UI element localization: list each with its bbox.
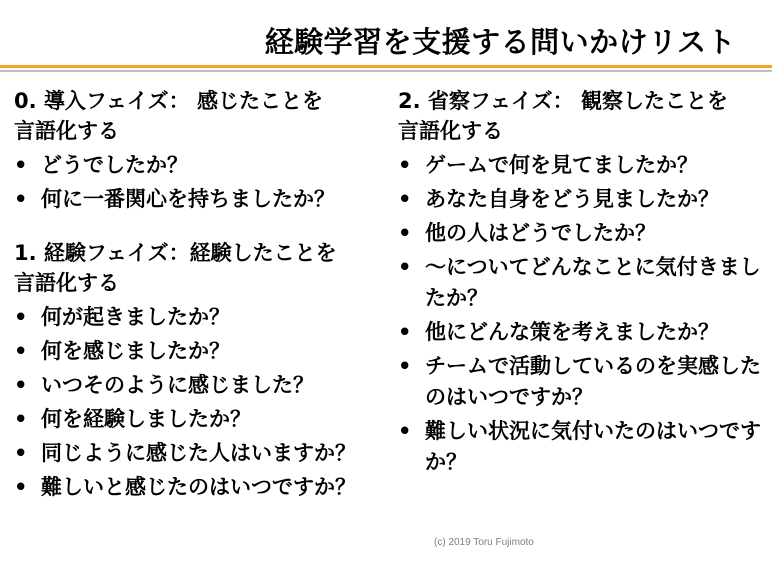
reflection-question-list <box>398 150 764 478</box>
section-heading-reflection-line2: 言語化する <box>398 119 503 143</box>
list-item: • ゲームで何を見てましたか？ <box>398 150 764 181</box>
list-item: • 同じように感じた人はいますか？ <box>14 438 390 469</box>
list-item: • 何に一番関心を持ちましたか？ <box>14 184 390 215</box>
title-underline-accent <box>0 65 772 68</box>
list-item: • 難しいと感じたのはいつですか？ <box>14 472 390 503</box>
right-column <box>398 86 764 481</box>
list-item: • 何を感じましたか？ <box>14 336 390 367</box>
list-item: • ～についてどんなことに気付きましたか？ <box>398 252 764 314</box>
intro-question-list <box>14 150 390 215</box>
left-column <box>14 86 390 506</box>
list-item: • あなた自身をどう見ましたか？ <box>398 184 764 215</box>
list-item: • 他の人はどうでしたか？ <box>398 218 764 249</box>
section-heading-experience-line2: 言語化する <box>14 271 119 295</box>
list-item: • 難しい状況に気付いたのはいつですか？ <box>398 416 764 478</box>
section-heading-experience-line1: 1. 経験フェイズ：経験したことを <box>14 241 337 265</box>
section-heading-intro-line1: 0. 導入フェイズ： 感じたことを <box>14 89 323 113</box>
section-heading-reflection-line1: 2. 省察フェイズ： 観察したことを <box>398 89 728 113</box>
list-item: • 何を経験しましたか？ <box>14 404 390 435</box>
section-heading-intro <box>14 86 390 146</box>
section-heading-intro-line2: 言語化する <box>14 119 119 143</box>
list-item: • チームで活動しているのを実感したのはいつですか？ <box>398 351 764 413</box>
experience-question-list <box>14 302 390 503</box>
list-item: • どうでしたか？ <box>14 150 390 181</box>
list-item: • いつそのように感じました？ <box>14 370 390 401</box>
copyright-footer: (c) 2019 Toru Fujimoto <box>434 537 534 548</box>
list-item: • 他にどんな策を考えましたか？ <box>398 317 764 348</box>
section-heading-experience <box>14 238 390 298</box>
title-underline-gray <box>0 70 772 72</box>
slide-title: 経験学習を支援する問いかけリスト <box>264 25 736 59</box>
section-heading-reflection <box>398 86 764 146</box>
list-item: • 何が起きましたか？ <box>14 302 390 333</box>
